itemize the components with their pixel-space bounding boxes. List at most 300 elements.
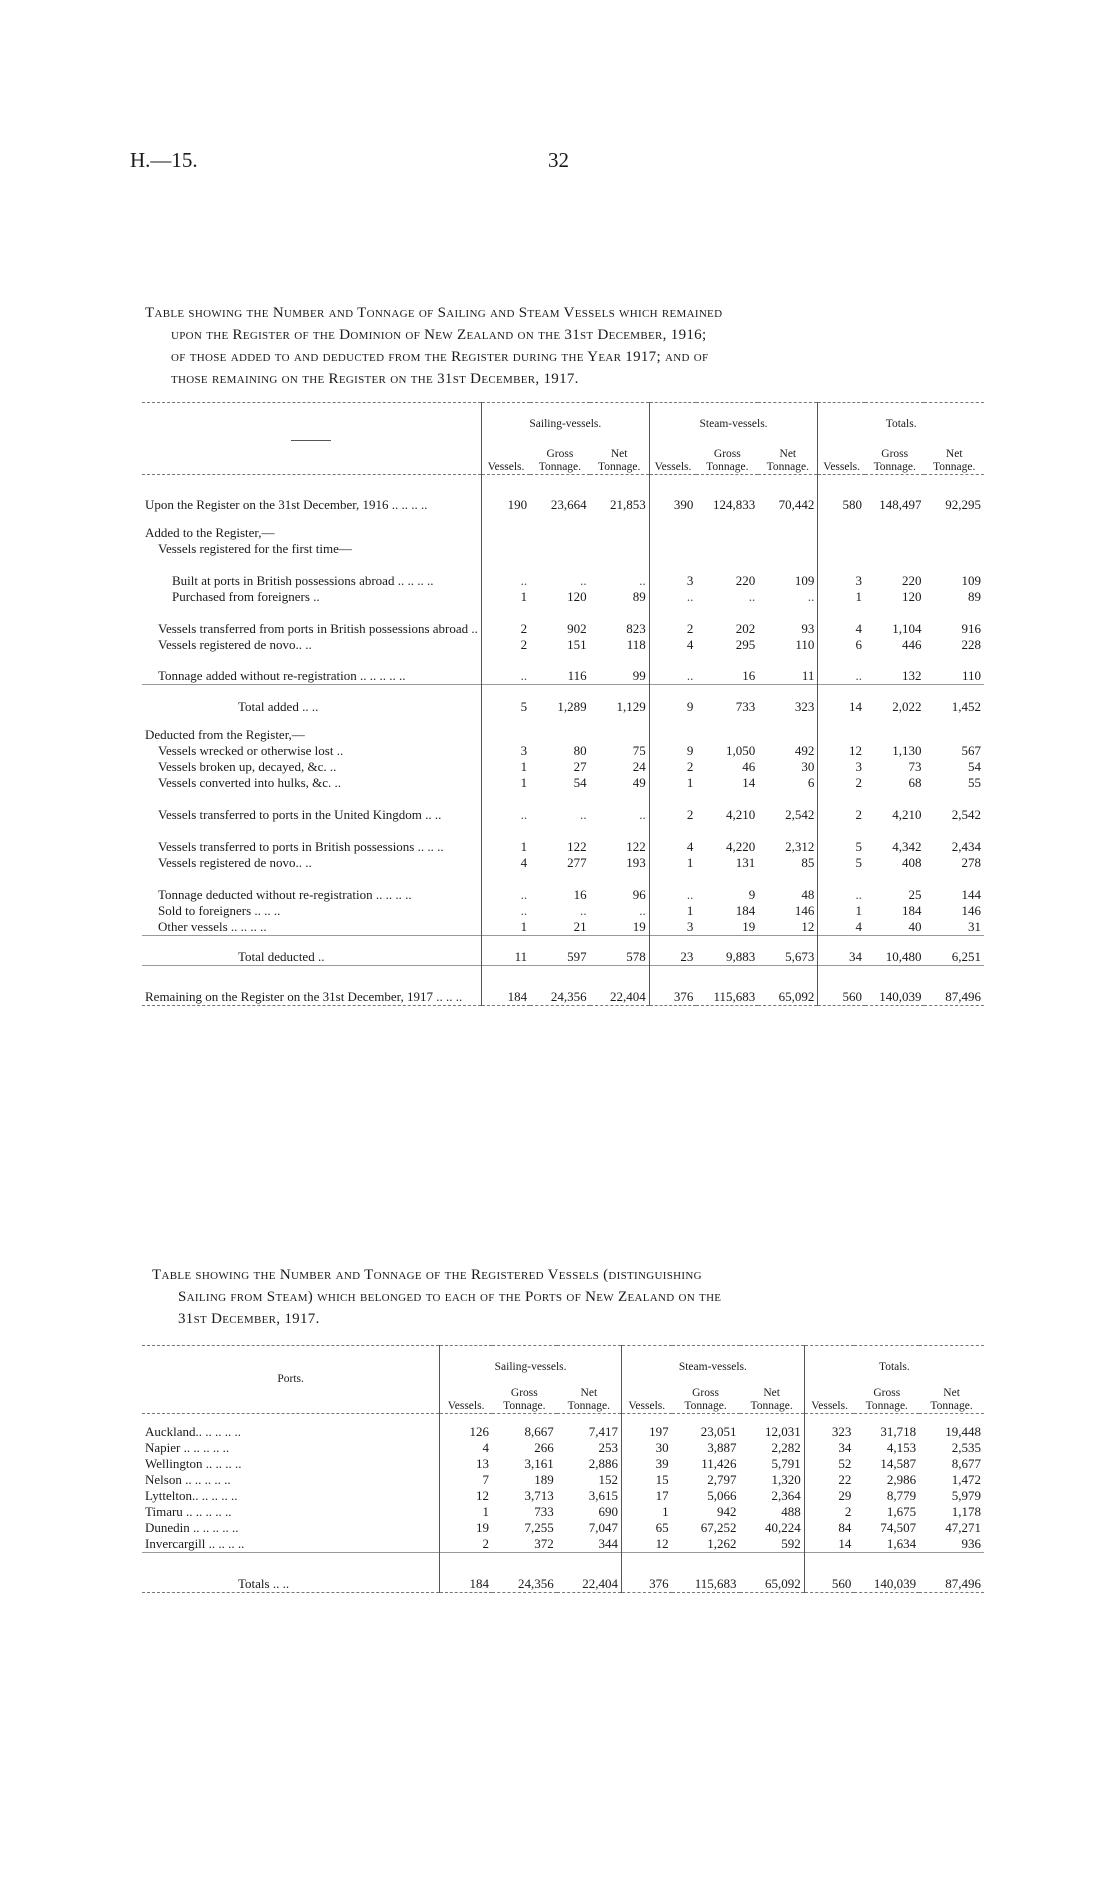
table-cell: 9: [649, 743, 696, 759]
table-cell: 74,507: [880, 1519, 917, 1535]
table-cell: 6: [807, 774, 815, 790]
table-cell: 408: [901, 854, 922, 870]
column-header: Net Tonnage.: [933, 448, 976, 473]
table-cell: 567: [961, 742, 981, 758]
table-cell: 34: [804, 1440, 854, 1456]
table-cell: 22: [804, 1472, 854, 1488]
table-cell: 2: [649, 759, 696, 775]
table-cell: 21,853: [609, 496, 646, 512]
table-cell: 597: [530, 935, 589, 965]
table-cell: 52: [804, 1456, 854, 1472]
table-cell: 4: [818, 919, 865, 936]
table-cell: 2,364: [771, 1487, 801, 1503]
table-row: [142, 965, 984, 1005]
table-cell: 109: [794, 572, 815, 588]
table-cell: 3: [818, 557, 865, 589]
table-cell: 12: [801, 918, 815, 934]
table-cell: 124,833: [713, 496, 756, 512]
table-cell: 4: [481, 855, 530, 871]
table-cell: 65,092: [740, 1552, 805, 1592]
table-cell: 578: [590, 935, 650, 965]
table-cell: 189: [534, 1471, 554, 1487]
row-label: Sold to foreigners .. .. ..: [158, 902, 281, 918]
table-cell: 733: [696, 685, 758, 715]
table-cell: 110: [961, 668, 981, 683]
port-name: Nelson .. .. .. .. ..: [145, 1471, 231, 1487]
port-name: Dunedin .. .. .. .. ..: [145, 1519, 239, 1535]
row-label: Vessels transferred from ports in British possessions abroad ..: [158, 620, 478, 636]
table-cell: 7,255: [524, 1519, 554, 1535]
table-cell: ..: [807, 588, 815, 604]
column-header: Gross Tonnage.: [503, 1387, 546, 1412]
table-cell: [758, 715, 818, 743]
table-cell: 96: [632, 886, 646, 902]
table-cell: 110: [795, 636, 815, 652]
table-cell: [530, 513, 589, 541]
table-cell: 1: [481, 589, 530, 605]
table-cell: 131: [735, 854, 756, 870]
row-label: Built at ports in British possessions abroad .. .. .. ..: [172, 572, 434, 588]
table-row: [142, 685, 984, 715]
table-cell: 2,986: [886, 1471, 917, 1487]
table-cell: 1,262: [707, 1535, 737, 1551]
table-cell: 278: [961, 854, 981, 870]
table-cell: 1: [621, 1504, 671, 1520]
table-cell: 54: [573, 774, 587, 790]
table-row: [142, 715, 984, 743]
table-cell: 16: [573, 886, 587, 902]
table-cell: 202: [735, 620, 756, 636]
table-cell: 492: [794, 742, 815, 758]
table-row: [142, 1440, 984, 1456]
table-cell: 1,050: [726, 742, 756, 758]
table-cell: [696, 513, 758, 541]
table-cell: [649, 715, 696, 743]
ports-table: [142, 1345, 984, 1593]
column-header: Gross Tonnage.: [865, 1387, 908, 1412]
table-cell: 30: [621, 1440, 671, 1456]
table-cell: 93: [801, 620, 815, 636]
table-cell: 5,066: [707, 1487, 737, 1503]
table-cell: 24,356: [492, 1552, 557, 1592]
table-cell: 47,271: [945, 1519, 981, 1535]
port-name: Napier .. .. .. .. ..: [145, 1439, 230, 1455]
table-cell: 85: [801, 854, 815, 870]
table-cell: 34: [818, 935, 865, 965]
row-label: Tonnage deducted without re-registration .. .. .. ..: [158, 886, 412, 902]
table-cell: 372: [534, 1535, 554, 1551]
table-cell: 109: [961, 572, 981, 588]
column-header: Net Tonnage.: [766, 448, 809, 473]
row-label: Total added .. ..: [142, 685, 481, 715]
table-cell: 733: [534, 1503, 554, 1519]
table-cell: 942: [717, 1503, 737, 1519]
table-cell: 146: [961, 902, 981, 918]
table-cell: 1: [649, 903, 696, 919]
table-cell: 3: [649, 557, 696, 589]
table-cell: 1,452: [924, 685, 984, 715]
table-cell: ..: [818, 871, 865, 903]
port-name: Timaru .. .. .. .. ..: [145, 1503, 232, 1519]
column-header: Gross Tonnage.: [538, 448, 582, 473]
table-cell: 92,295: [945, 496, 981, 512]
table-cell: 46: [742, 758, 756, 774]
column-header: Vessels.: [440, 1374, 492, 1414]
table-cell: 295: [735, 636, 756, 652]
table-cell: [924, 541, 984, 557]
column-header: Vessels.: [804, 1374, 854, 1414]
table-cell: ..: [481, 791, 530, 823]
port-name: Lyttelton.. .. .. .. ..: [145, 1487, 238, 1503]
table-cell: ..: [481, 903, 530, 919]
table-row: [142, 637, 984, 653]
table-cell: 5,979: [951, 1487, 981, 1503]
table-cell: 122: [567, 838, 587, 854]
table2-title-line: Sailing from Steam) which belonged to each of the Ports of New Zealand on the: [178, 1289, 722, 1305]
table-cell: 1,130: [892, 742, 922, 758]
port-name: Invercargill .. .. .. ..: [145, 1535, 245, 1551]
table-cell: 23,664: [550, 496, 587, 512]
column-header: Gross Tonnage.: [706, 448, 749, 473]
table1-title-line: of those added to and deducted from the Register during the Year 1917; and of: [171, 349, 709, 365]
table-cell: 560: [818, 965, 865, 1005]
table-cell: 126: [440, 1414, 492, 1440]
table-cell: ..: [639, 902, 646, 918]
table-cell: 39: [621, 1456, 671, 1472]
table-cell: 4: [649, 637, 696, 653]
table-cell: [758, 541, 818, 557]
column-header: Gross Tonnage.: [873, 448, 916, 473]
table-cell: 266: [534, 1439, 554, 1455]
table-cell: ..: [580, 806, 587, 822]
row-label: Vessels transferred to ports in the United Kingdom .. ..: [158, 806, 442, 822]
table-row: [142, 759, 984, 775]
table-cell: 1: [649, 855, 696, 871]
table-cell: 2,542: [951, 806, 981, 822]
table-cell: 15: [621, 1472, 671, 1488]
table-cell: 148,497: [879, 496, 922, 512]
table-row: [142, 475, 984, 513]
table-cell: 24: [632, 758, 646, 774]
table2-title-line: 31st December, 1917.: [178, 1311, 320, 1327]
table-cell: 14: [804, 1536, 854, 1553]
group-header-totals: Totals.: [818, 403, 984, 431]
table-cell: 118: [626, 636, 646, 652]
table-row: [142, 1472, 984, 1488]
table-cell: 151: [567, 636, 587, 652]
table-cell: 823: [626, 620, 646, 636]
table-cell: 48: [801, 886, 815, 902]
column-header: Vessels.: [649, 431, 696, 475]
table-cell: 184: [735, 902, 756, 918]
group-header-steam: Steam-vessels.: [649, 403, 818, 431]
row-label: Vessels registered de novo.. ..: [158, 854, 312, 870]
table-cell: 75: [632, 742, 646, 758]
table-cell: 67,252: [700, 1519, 737, 1535]
table-cell: [590, 513, 650, 541]
table-cell: 4,342: [892, 838, 922, 854]
table-cell: 4,153: [886, 1439, 917, 1455]
table-cell: 120: [901, 588, 922, 604]
table-cell: 65,092: [758, 965, 818, 1005]
table-cell: ..: [639, 806, 646, 822]
table-cell: 3,615: [588, 1487, 618, 1503]
table-cell: 40,224: [765, 1519, 801, 1535]
table-cell: 1: [818, 589, 865, 605]
table-cell: 2,535: [951, 1439, 981, 1455]
table-cell: 9: [649, 685, 696, 715]
table-cell: 1,178: [951, 1503, 981, 1519]
row-label: Upon the Register on the 31st December, 1916 .. .. .. ..: [145, 496, 428, 512]
table-cell: 8,677: [951, 1455, 981, 1471]
table-cell: 19: [440, 1520, 492, 1536]
table-row: [142, 791, 984, 823]
table-cell: 936: [961, 1535, 981, 1551]
port-name: Auckland.. .. .. .. ..: [145, 1423, 242, 1439]
table-cell: 376: [621, 1552, 671, 1592]
row-label: Tonnage added without re-registration .. .. .. .. ..: [158, 668, 406, 683]
table-cell: 12: [621, 1536, 671, 1553]
table-cell: ..: [580, 902, 587, 918]
table-cell: 4: [818, 605, 865, 637]
table-cell: [590, 541, 650, 557]
table-cell: [481, 513, 530, 541]
table-row: [142, 513, 984, 541]
table-cell: 14: [742, 774, 756, 790]
row-label: Vessels wrecked or otherwise lost ..: [158, 742, 344, 758]
table1-title: [145, 302, 985, 390]
table-row: [142, 1504, 984, 1520]
table-row: [142, 1488, 984, 1504]
table-cell: 140,039: [854, 1552, 919, 1592]
table-cell: 228: [961, 636, 981, 652]
table-row: [142, 1536, 984, 1553]
table2-title-line: Table showing the Number and Tonnage of the Registered Vessels (distinguishing: [152, 1267, 702, 1283]
table-cell: 3: [818, 759, 865, 775]
table-cell: 2,282: [771, 1439, 801, 1455]
table-cell: 1,675: [886, 1503, 917, 1519]
group-header-totals: Totals.: [804, 1346, 984, 1374]
table-cell: 89: [632, 588, 646, 604]
table-cell: 1,289: [530, 685, 589, 715]
table-cell: 23: [649, 935, 696, 965]
column-header: Vessels.: [621, 1374, 671, 1414]
table-cell: 9: [748, 886, 756, 902]
table-cell: 2,886: [588, 1455, 618, 1471]
table-cell: 488: [781, 1503, 801, 1519]
table-cell: 29: [804, 1488, 854, 1504]
table-cell: 146: [794, 902, 815, 918]
table-cell: 10,480: [865, 935, 924, 965]
table-cell: 184: [481, 965, 530, 1005]
table-cell: 3: [649, 919, 696, 936]
table-cell: 14,587: [880, 1455, 917, 1471]
table-cell: ..: [748, 588, 756, 604]
table-cell: 3: [481, 743, 530, 759]
table-cell: 115,683: [696, 965, 758, 1005]
table-cell: 11,426: [701, 1455, 737, 1471]
table-cell: [924, 513, 984, 541]
table-cell: ..: [481, 871, 530, 903]
table-cell: 4,210: [726, 806, 756, 822]
table-cell: 54: [968, 758, 981, 774]
table-cell: 4: [649, 823, 696, 855]
totals-row: [142, 1552, 984, 1592]
table-cell: 8,779: [886, 1487, 917, 1503]
table-cell: 1: [649, 775, 696, 791]
table-cell: 122: [626, 838, 646, 854]
table-cell: 592: [781, 1535, 801, 1551]
table-cell: 152: [598, 1471, 618, 1487]
table-cell: 5: [481, 685, 530, 715]
table-cell: 7,417: [588, 1423, 618, 1439]
table-cell: 1: [481, 759, 530, 775]
table-cell: [530, 541, 589, 557]
table-cell: 19: [742, 918, 756, 934]
column-header: Vessels.: [481, 431, 530, 475]
row-label: Vessels registered for the first time—: [158, 540, 352, 556]
table-cell: [758, 513, 818, 541]
table-cell: 31,718: [880, 1423, 917, 1439]
table1-title-line: Table showing the Number and Tonnage of Sailing and Steam Vessels which remained: [145, 305, 723, 321]
table-cell: 22,404: [590, 965, 650, 1005]
table-cell: ..: [649, 653, 696, 685]
table-cell: 30: [801, 758, 815, 774]
table-cell: [865, 715, 924, 743]
table-cell: 2: [649, 791, 696, 823]
table-cell: 2: [481, 605, 530, 637]
table-cell: 5: [818, 823, 865, 855]
register-changes-table: [142, 402, 984, 1006]
table-cell: ..: [818, 653, 865, 685]
group-header-sailing: Sailing-vessels.: [440, 1346, 622, 1374]
table-cell: 580: [818, 475, 865, 513]
table-row: [142, 589, 984, 605]
table-cell: [530, 715, 589, 743]
page-section-code: H.—15.: [130, 148, 198, 172]
table-cell: 140,039: [865, 965, 924, 1005]
table-cell: 49: [632, 774, 646, 790]
table-cell: 9,883: [696, 935, 758, 965]
table-cell: 2: [818, 791, 865, 823]
table-cell: 184: [440, 1552, 492, 1592]
table-cell: ..: [580, 572, 587, 588]
table-cell: 12: [440, 1488, 492, 1504]
column-header: Net Tonnage.: [567, 1387, 610, 1412]
table-cell: 2,797: [707, 1471, 737, 1487]
column-header: Gross Tonnage.: [684, 1387, 727, 1412]
table-cell: [590, 715, 650, 743]
table-cell: 22,404: [557, 1552, 622, 1592]
table-row: [142, 743, 984, 759]
table-cell: 40: [908, 918, 922, 934]
table-row: [142, 823, 984, 855]
table-row: [142, 871, 984, 903]
table-cell: 376: [649, 965, 696, 1005]
table2-title: [152, 1264, 992, 1330]
table-cell: 11: [801, 668, 815, 683]
table-cell: 87,496: [924, 965, 984, 1005]
table-cell: 16: [742, 668, 756, 683]
table-cell: 1: [818, 903, 865, 919]
table-row: [142, 653, 984, 685]
table-cell: 132: [901, 668, 922, 683]
table-cell: 55: [968, 774, 981, 790]
table-cell: 17: [621, 1488, 671, 1504]
table-cell: 14: [818, 685, 865, 715]
group-header-sailing: Sailing-vessels.: [481, 403, 649, 431]
table-row: [142, 903, 984, 919]
row-label: Vessels transferred to ports in British possessions .. .. ..: [158, 838, 444, 854]
table-cell: 25: [908, 886, 922, 902]
table-cell: 2: [440, 1536, 492, 1553]
table-cell: 1,634: [886, 1535, 917, 1551]
table-cell: 1: [481, 823, 530, 855]
table-cell: 1: [481, 919, 530, 936]
table-cell: [865, 513, 924, 541]
table-cell: 3,887: [707, 1439, 737, 1455]
table-cell: 73: [908, 758, 922, 774]
table-cell: [696, 715, 758, 743]
port-name: Wellington .. .. .. ..: [145, 1455, 242, 1471]
table-cell: [696, 541, 758, 557]
table-row: [142, 1414, 984, 1440]
table-cell: 560: [804, 1552, 854, 1592]
row-label: Added to the Register,—: [145, 524, 275, 540]
table-cell: [818, 513, 865, 541]
table-cell: 70,442: [778, 496, 815, 512]
table-cell: 2: [804, 1504, 854, 1520]
row-label: Vessels broken up, decayed, &c. ..: [158, 758, 337, 774]
table-cell: 87,496: [919, 1552, 984, 1592]
table-cell: 1,104: [892, 620, 922, 636]
totals-label: Totals .. ..: [142, 1552, 440, 1592]
table-cell: 277: [567, 854, 587, 870]
table-cell: 4,210: [892, 806, 922, 822]
table-cell: [818, 541, 865, 557]
table-cell: 2,542: [785, 806, 815, 822]
column-header: Net Tonnage.: [930, 1387, 973, 1412]
table-cell: 31: [968, 918, 981, 934]
table-cell: 116: [567, 668, 587, 683]
table-cell: 5,673: [758, 935, 818, 965]
table-cell: [481, 715, 530, 743]
table-cell: 115,683: [672, 1552, 740, 1592]
table-row: [142, 541, 984, 557]
table-cell: 65: [621, 1520, 671, 1536]
table-cell: 4: [440, 1440, 492, 1456]
table-cell: 2: [481, 637, 530, 653]
table-cell: 24,356: [530, 965, 589, 1005]
table-cell: [865, 541, 924, 557]
table-cell: [818, 715, 865, 743]
table-cell: 344: [598, 1535, 618, 1551]
table-cell: 190: [481, 475, 530, 513]
table-cell: 902: [567, 620, 587, 636]
table-row: [142, 1456, 984, 1472]
table-cell: 220: [735, 572, 756, 588]
table-cell: [924, 715, 984, 743]
table-cell: 19,448: [945, 1423, 981, 1439]
table-row: [142, 1520, 984, 1536]
row-label: Vessels converted into hulks, &c. ..: [158, 774, 342, 790]
table-cell: ..: [649, 589, 696, 605]
table-cell: 27: [573, 758, 587, 774]
table-cell: 193: [626, 854, 646, 870]
table-cell: 19: [632, 918, 646, 934]
table-cell: ..: [649, 871, 696, 903]
table-cell: 446: [901, 636, 922, 652]
